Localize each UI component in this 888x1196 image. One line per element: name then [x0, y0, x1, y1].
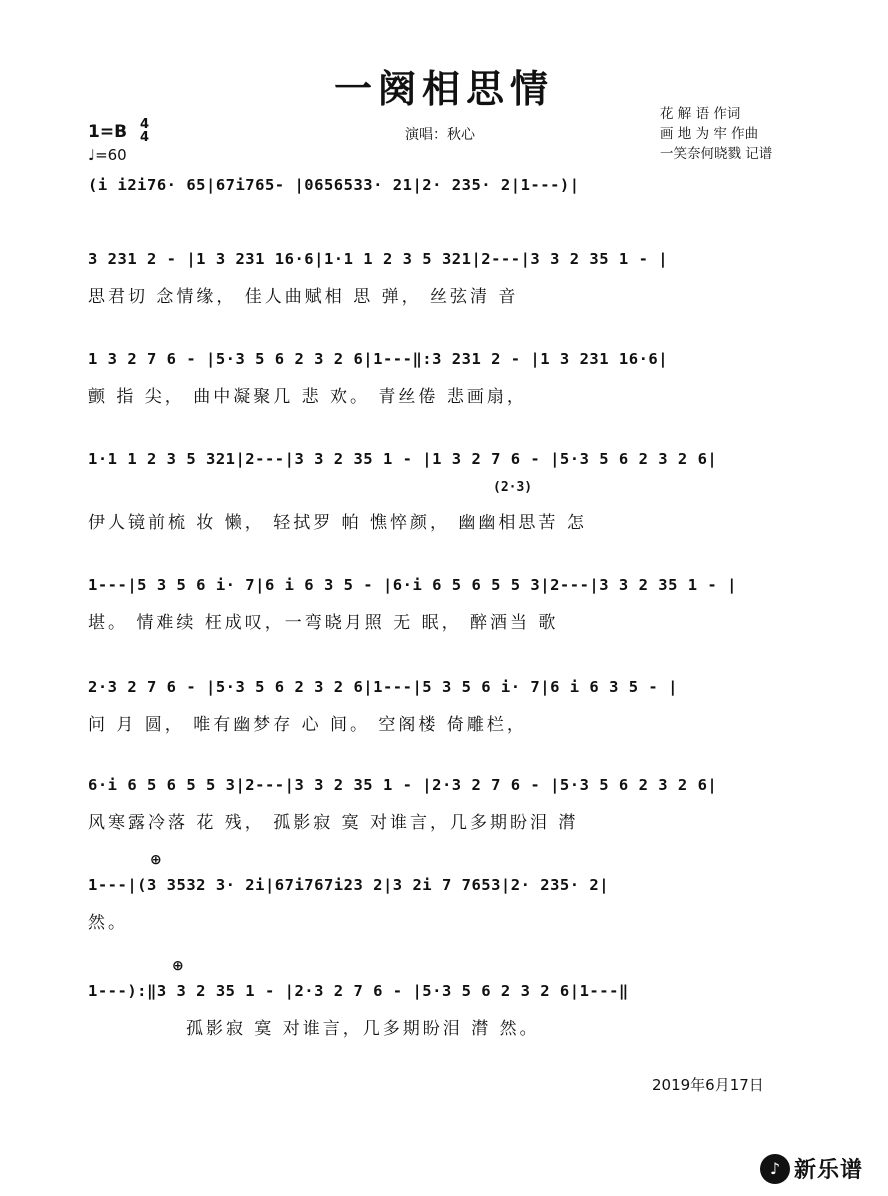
lyric-line: 风寒露冷落 花 残， 孤影寂 寞 对谁言，几多期盼泪 潸 — [88, 813, 579, 833]
tempo-marking: ♩=60 — [88, 146, 127, 164]
key-signature: 1=B — [88, 122, 128, 142]
time-signature — [140, 118, 149, 144]
lyric-line: 颤 指 尖， 曲中凝聚几 悲 欢。 青丝倦 悲画扇， — [88, 387, 527, 407]
notation-line: 6·i 6 5 6 5 5 3|2---|3 3 2 35 1 - |2·3 2 7 6 - |5·3 5 6 2 3 2 6| — [88, 776, 718, 794]
lyricist-credit: 花 解 语 作词 — [660, 106, 741, 122]
lyric-line: 堪。 情难续 枉成叹，一弯晓月照 无 眠， 醉酒当 歌 — [88, 613, 559, 633]
notation-line: 1---):‖3 3 2 35 1 - |2·3 2 7 6 - |5·3 5 6 2 3 2 6|1---‖ — [88, 982, 629, 1000]
coda-sign-icon: ⊕ — [172, 958, 184, 974]
score-title: 一阕相思情 — [333, 67, 554, 111]
notation-line: 1---|5 3 5 6 i· 7|6 i 6 3 5 - |6·i 6 5 6 5 5 3|2---|3 3 2 35 1 - | — [88, 576, 737, 594]
notation-line: 2·3 2 7 6 - |5·3 5 6 2 3 2 6|1---|5 3 5 6 i· 7|6 i 6 3 5 - | — [88, 678, 678, 696]
notation-line: 3 231 2 - |1 3 231 16·6|1·1 1 2 3 5 321|2---|3 3 2 35 1 - | — [88, 250, 669, 268]
lyric-line: 问 月 圆， 唯有幽梦存 心 间。 空阁楼 倚雕栏， — [88, 715, 527, 735]
lyric-line: 伊人镜前梳 妆 懒， 轻拭罗 帕 憔悴颜， 幽幽相思苦 怎 — [88, 513, 587, 533]
transcriber-credit: 一笑奈何晓戮 记谱 — [660, 146, 773, 162]
notation-line: 1---|(3 3532 3· 2i|67i767i23 2|3 2i 7 7653|2· 235· 2| — [88, 876, 610, 894]
transcription-date: 2019年6月17日 — [652, 1076, 764, 1094]
time-signature-top: 4 — [140, 117, 150, 132]
notation-line: 1·1 1 2 3 5 321|2---|3 3 2 35 1 - |1 3 2 7 6 - |5·3 5 6 2 3 2 6| — [88, 450, 718, 468]
music-disc-icon: ♪ — [760, 1154, 790, 1184]
site-logo — [760, 1153, 863, 1184]
lyric-line: 思君切 念情缘， 佳人曲赋相 思 弹， 丝弦清 音 — [88, 287, 519, 307]
lyric-line: 然。 — [88, 913, 128, 933]
alternate-notes: (2·3) — [493, 480, 533, 495]
composer-credit: 画 地 为 牢 作曲 — [660, 126, 759, 142]
singer-credit: 演唱：秋心 — [405, 127, 475, 143]
credits-block — [660, 104, 772, 164]
notation-line: (i i2i76· 65|67i765- |0656533· 21|2· 235· 2|1---)| — [88, 176, 580, 194]
lyric-line: 孤影寂 寞 对谁言，几多期盼泪 潸 然。 — [186, 1019, 540, 1039]
logo-text: 新乐谱 — [794, 1158, 864, 1183]
coda-sign-icon: ⊕ — [150, 852, 162, 868]
time-signature-bottom: 4 — [140, 130, 150, 145]
notation-line: 1 3 2 7 6 - |5·3 5 6 2 3 2 6|1---‖:3 231 2 - |1 3 231 16·6| — [88, 350, 669, 368]
